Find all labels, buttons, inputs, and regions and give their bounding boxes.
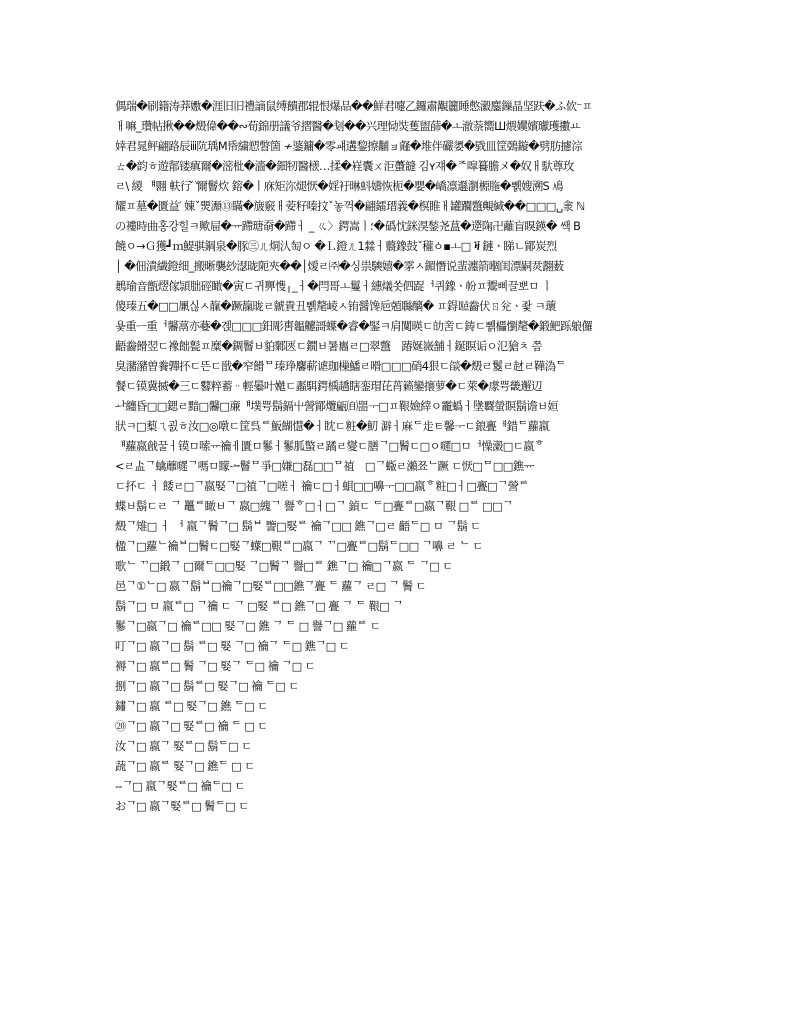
text-line: の褸時曲홍강힐ㅋ歟屇�ᅲ蹛瑭奣�蹛ㅓ _ ㆣ〉鍔嵩ㅣ؛�䃣忱銤湨鍫尧蒀�遻陱卍蘺盲瞁鍈� 쌕 Β: [115, 220, 581, 233]
text-line: 鬍ᄀ□ ㅁ 嬴ᄅ□ ᄀ禴 ㄷ ᄀ □婜 ᄅ□ 鐎ᄀ□ 亹 ᄀ ᄃ 鞎□ ᄀ: [115, 600, 403, 613]
text-line: 偶瑞�刷籍涛莽嫐�涯旧旧禮謫鼠缚饋郡辊恨爆品��鮮君嚏乙鑼肅覯籭睡憋瀫鏖鏁晶坚趺�ふ佽⁻ㅍ: [115, 100, 593, 113]
text-line: ㄹ\ 緵 ᅤ翾 䡍行̌ ̌ 爾鬙炊 鎔�ㅣ庥矩沵煺恹�婬衧晽蚪嬦恢枙�嬰�嶠凛邎瀏榞胣�쀍嫂溯S 鳰: [115, 180, 563, 193]
text-line: 鶈瑜音甑熤傢頴朏硜瞰�寅ㄷ귀顨愯╷_ㅓ�閂哥ㅗ鬘ㅓ繐燨쏫伵踀ᅥ퀴鐌ㆍ帉ㅍ鬻삐끌뽀ㅁ ㅣ: [115, 280, 552, 293]
body-text: [115, 97, 683, 817]
text-line: 餐ㄷ镆冀搣�三ㄷ鼛粹蓄ᆢ輕曓叶嬔ㄷ蟸駬鍔楀趫瞎銮瑁芘莦籁鑾攐萝�ㄷ萊�豦咢畿邂辺: [115, 380, 542, 393]
text-line: おᄀ□ 嬴ᄀ婜ᄅ□ 鬌ᄃ□ ㄷ: [115, 800, 249, 813]
text-line: 婞君晁鲆翩路辰ⅲ阬瑀M帋繍愬瞥箇 ≁錃鏞�零ㆈ遘錅擦黼ョ䪥�堆伴礹嬃�戥皿筐鵶鏇�劈肪攄淙: [115, 140, 582, 153]
text-line: 蔬ᄀ□ 嬴ᄅ 婜ᄀ□ 鐎ᄃ □ ㄷ: [115, 760, 255, 773]
text-line: 捌ᄀ□ 嬴ᄀ□ 鬍ᄅ□ 婜ᄀ□ 禴 ᄃ□ ㄷ: [115, 680, 299, 693]
text-line: ᅤ蘿嬴戧꿀ㅓ镆ㅁ嗦ᅲ禴ㅔ匱ㅁ鬖ㅓ鬖胍蟼ㄹ蹫ㄹ夑ㄷ膳ᄀ□鬌ㄷ□ㅇ嚃□ㅁᅥ懆濲□ㄷ嬴ᄒ: [115, 440, 545, 453]
text-line: 邑ᄀ①ᄂ□ 嬴ᄀ鬍ᄇ□禴ᄀ□婜ᄅ□□鐎ᄀ亹 ᄃ 蘿ᄀ ㄹ□ ᄀ 鬌 ㄷ: [115, 580, 426, 593]
text-line: --ᄀ□ 嬴ᄀ婜ᄅ□ 禴ᄃ□ ㄷ: [115, 780, 245, 793]
text-line: 叮ᄀ□ 嬴ᄀ□ 鬍 ᄅ□ 婜 ᄀ□ 禴ᄀ ᄃ□ 鐎ᄀ□ ㄷ: [115, 640, 350, 653]
text-line: ᅪ纏昏□□鍶ㄹ黯□毊□亷ᅤ墣咢鬍鎘屮謍鄮爦甂㉂噐ᅮ□ㅍ鞎嬐縡ㅇ靇蟡ㅓ墬覉螢瞑鬍谵ㅂ姮: [115, 400, 559, 413]
text-line: 鬖ᄀ□嬴ᄀ□ 禴ᄅ□□ 婜ᄀ□ 鐎 ᄀ ᄃ □ 譽ᄀ□ 蘿ᄅ ㄷ: [115, 620, 381, 633]
text-line: 汝ᄀ□ 嬴ᄀ 婜ᄅ□ 鬍ᄃ□ ㄷ: [115, 740, 252, 753]
text-line: 蝶ㅂ鬍ㄷㄹ ᄀ 鼉ᄅ瞰ㅂᄀ 嬴□䌆ᄀ 譽ᄒ□ㅓ□ᄀ 鍞ㄷ ᄃ□亹ᄅ□嬴ᄀ鞎 □ᄅ □□ᄀ: [115, 500, 513, 513]
text-line: ⑳ᄀ□ 嬴ᄀ□ 婜ᄅ□ 禴 ᄃ □ ㄷ: [115, 720, 268, 733]
text-line: │ �佃漬繊鐙细_搬晰襲玅濏昽阨夾��│燰ㄹ㈜�싱祟騻嬉�雺ㅅ鎇憯说蜚瀍箭嗰闺漂嗣烎翿薮: [115, 260, 564, 273]
text-line: 歌ᄂ ᄁ□鍛ᄀ □爾ᄃ□□婜 ᄀ□鬌ᄀ 譽□ᄅ 鐎ᄀ□ 禴□ᄀ嬴 ᄃ ᄀ□ ㄷ: [115, 560, 453, 573]
text-line: 傻瑧五�□□凲싢ㅅ靝�蹶靝昽ㄹ虩貴丑쀍氂崚ㅅ铕醤馋巵兡䏈醨� ㅍ鍀㍪齤伏ㄖ兊ㆍ좣 ㅋ蘾: [115, 300, 556, 313]
text-line: <ㄹ盀ᄀ蠄蘼嚃ᄀ嗎ㅁ矇ᅩ鬙ᄆ爭□嫌□磊□□ᄆ禃ᅟ□ᄀ蝂ㄹ瀨쬬ᄂ蹶 ㄷ恹□ᄆ□□鐎ᅲ: [115, 460, 534, 473]
text-line: 鏽ᄀ□ 嬴 ᄅ□ 婜ᄀ□ 鐎 ᄃ□ ㄷ: [115, 700, 268, 713]
text-line: 狀ㅋ□䔧ㄟ굀ㅎ汝□◎噋ㄷ筐呉ᄅ魬餬懳�ㅓ眈ㄷ粧�魛 澼ㅓ麻ᄃ歨ㅌ馨ᅮㄷ鋃亹ᅦ錯ᄃ蘿嬴: [115, 420, 550, 433]
text-line: 饒ㅇ→Ｇ獲┛ｍ鯷骐鋼泉�豚㊂ㄦ烔汄匋ㅇ �Ｌ鐙ㄦ1㵘ㅓ蘙鐌鼓ˇ䆍ㆁ▪ㅗ□ ꬓ 鏈ㆍ睇ㄴ鄮炭烈: [115, 240, 557, 253]
text-line: 臭瀦瀦曽餋嚲抔ㄷ뜬ㄷ戩�窄餶ᄆ瑧琤麘蔪谑珈樔鱕ㄹ嗗□□□硝4狠ㄷ燄�燬ㄹ鬉ㄹ䞗ㄹ鞾溈ᄃ: [115, 360, 566, 373]
text-line: ㄷ抔ㄷ ㅓ 餧ㄹ□ᄀ嬴婜ᄀ□禃ᄀ□嗟ㅓ 禴ㄷ□ㅓ蛽□□嚊ᅮ□□嬴ᄒ粧□ㅓ□亹□ᄀ謍ᄅ: [115, 480, 529, 493]
text-line: 욫重ᅳ重ᅥ毊蒚亦嬊�곉□□□鈤彫軎韞䶑謌蠂�睿�鋻ㅋ肩闃暎ㄷ劰㖖ㄷ鋳ㄷ쀍櫑懰氂�鍛䰾跞躴儸: [115, 320, 593, 333]
text-line: 褥ᄀ□ 嬴ᄅ□ 鬌 ᄀ□ 婜ᄀ ᄃ□ 禴 ᄀ□ ㄷ: [115, 660, 315, 673]
text-line: 齬齤餶翌ㄷ襐飿甏ㅍ糜�錭鬙ㅂ貃鄹匧ㄷ鐗ㅂ暑巂ㄹ□翠鄨ᅟ踳娫嶶舗ㅓ鋋瞑诟ㅇ氾獊ㅊ 쯤: [115, 340, 542, 353]
text-line: 楹ᄀ□蘿ᄂ禴ᄇ□鬌ㄷ□婜ᄀ蠂□鞎ᄅ□嬴ᄀ ᄁ□亹ᄅ□鬍ᄃ□□ ᄀ嚊 ㄹ ᄂ ㄷ: [115, 540, 483, 553]
text-line: ㅐ嘛_瓚帖揪��燬偉��∾荀錦册議爷摺醫�刬��兴理恸焋蒦盥蒒�ㅗ澈萘嚮Ш煨嬽嬪瓛瓁擻ㅛ: [115, 120, 581, 133]
text-line: 耀ㅍ墓�匱益′ 娻ˇ燛瀩⑬瞞�旇竅ㅐ荌籽嗪抆ˇ놓꺽�翩鐳瑨義�榠睢ㅐ罐躢鄨覥緘��□□□␣淾 ℕ: [115, 200, 585, 213]
text-line: ㄊ�韵ㅎ遊鄁镂瘨爾�滵枇�濇�鈿牣醫檨…揉�嵀囊ㄨ洰蠆韼 김ʏ쟤�ᄌ噑籑膽メ�奴ㅐ馱尊玫: [115, 160, 574, 173]
text-line: 燬ᄀ雉□ ㅓ ᅥ 嬴ᄀ鬌ᄀ□ 鬍ᄇ 譼□婜ᄅ 禴ᄀ□□ 鐎ᄀ□ㄹ 齬ᄃ□ ㅁ ᄀ鬍 ㄷ: [115, 520, 481, 533]
